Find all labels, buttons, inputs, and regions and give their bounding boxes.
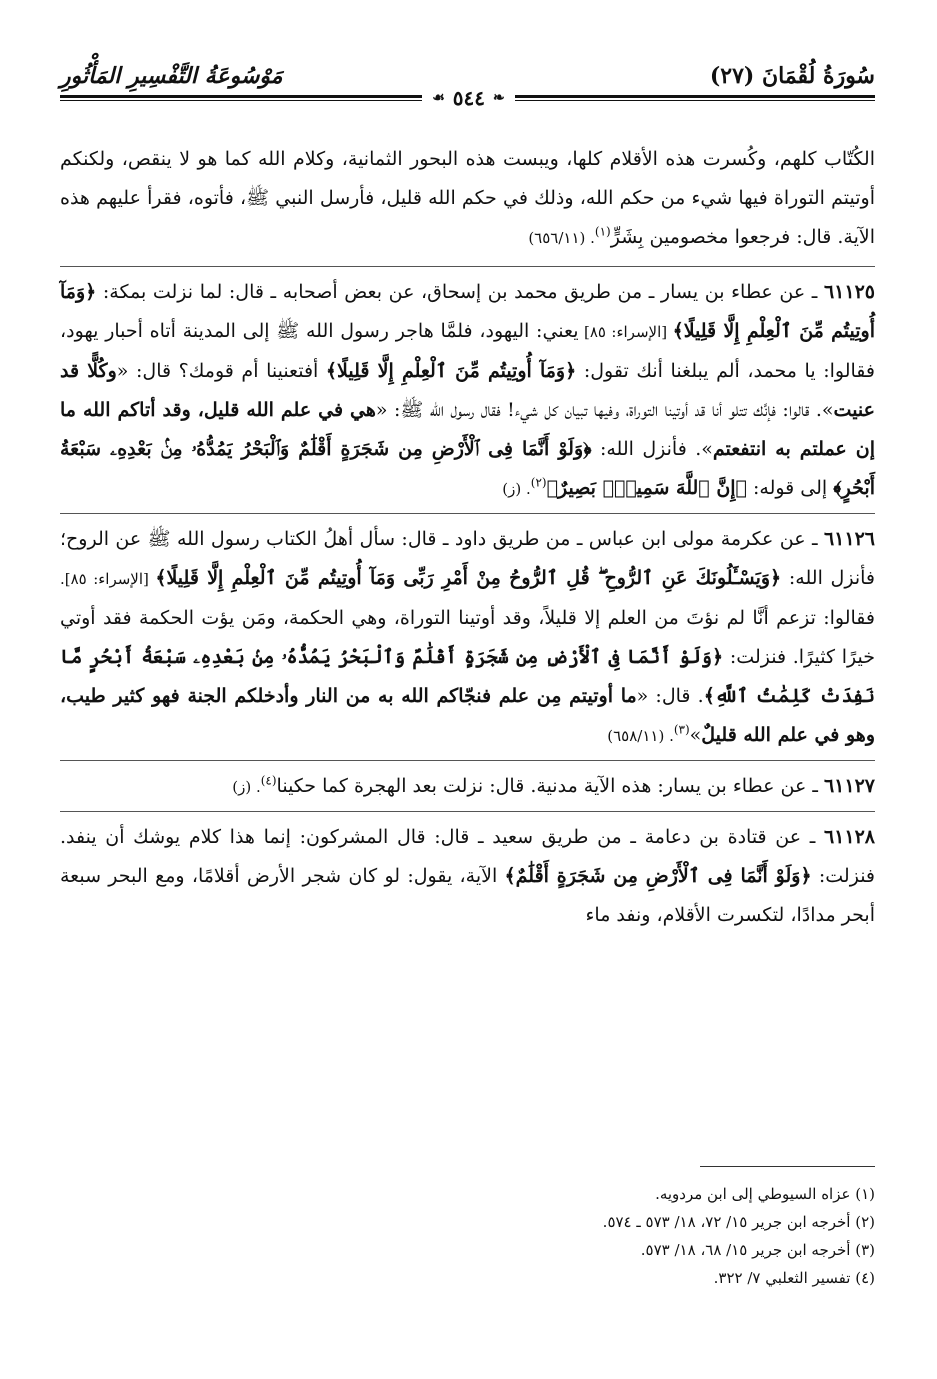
- quran-verse: ﴿وَلَوْ أَنَّمَا فِى ٱلْأَرْضِ مِن شَجَرَةٍ أَقْلَٰمٌ﴾: [504, 865, 812, 887]
- main-text: [60, 140, 875, 935]
- hadith-text: ما أوتيتم مِن علم فنجّاكم الله به من النار وأدخلكم الجنة فهو كثير طيب، وهو في علم الله قليلٌ: [60, 685, 875, 746]
- hadith-text: هي في علم الله قليل، وقد أتاكم الله ما إن عملتم به انتفعتم: [60, 399, 875, 460]
- verse-ref: [الإسراء: ٨٥].: [60, 570, 156, 588]
- source-ref: . (ز): [232, 778, 261, 796]
- quran-verse: ﴿وَمَآ أُوتِيتُم مِّنَ ٱلْعِلْمِ إِلَّا قَلِيلًا﴾: [325, 360, 577, 382]
- ornament-left-icon: ☙: [432, 90, 445, 106]
- narration-61125: [60, 273, 875, 509]
- source-ref: . (ز): [502, 480, 531, 498]
- footnote-3: (٣) أخرجه ابن جرير ١٥/ ٦٨، ١٨/ ٥٧٣.: [640, 1241, 875, 1259]
- footnotes: [60, 1180, 875, 1292]
- footnote-marker: (٣): [673, 722, 690, 737]
- footnote-rule: [700, 1166, 875, 1167]
- narration-number: ٦١١٢٨: [823, 826, 875, 848]
- text: ـ عن عطاء بن يسار ـ من طريق محمد بن إسحاق، عن بعض أصحابه ـ قال: لما نزلت بمكة:: [96, 281, 824, 303]
- intro-paragraph: [60, 140, 875, 258]
- text: »: [689, 724, 702, 746]
- quran-verse: ﴿وَلَوْ أَنَّمَا فِى ٱلْأَرْضِ مِن شَجَرَةٍ أَقْلَٰمٌ وَٱلْبَحْرُ يَمُدُّهُۥ مِنۢ بَعْدِهِۦ سَبْعَةُ أَبْحُرٍ مَّا نَفِدَتْ كَلِمَٰتُ ٱللَّهِ﴾: [60, 646, 875, 707]
- text: يعني: اليهود، فلمَّا هاجر رسول الله ﷺ إلى المدينة أتاه أحبار يهود، فقالوا: يا محمد، ألم يبلغنا أنك تقول:: [60, 320, 875, 382]
- verse-ref: [الإسراء: ٨٥]: [578, 323, 673, 341]
- ornament-right-icon: ❧: [493, 90, 505, 106]
- quran-verse: ﴿وَلَوْ أَنَّمَا فِى ٱلْأَرْضِ مِن شَجَرَةٍ أَقْلَٰمٌ وَٱلْبَحْرُ يَمُدُّهُۥ مِنۢ بَعْدِهِۦ سَبْعَةُ أَبْحُرٍ﴾: [60, 438, 875, 499]
- footnote-marker: (٤): [260, 773, 277, 788]
- footnote-4: (٤) تفسير الثعلبي ٧/ ٣٢٢.: [713, 1269, 875, 1287]
- surah-name: سُورَةُ لُقْمَانَ (٢٧): [709, 63, 875, 89]
- source-ref: . (٦٥٦/١١): [528, 229, 595, 247]
- source-ref: . (٦٥٨/١١): [607, 727, 674, 745]
- footnote-1: (١) عزاه السيوطي إلى ابن مردويه.: [655, 1185, 875, 1203]
- text: . قال: «: [636, 685, 704, 707]
- text: أفتعنينا أم قومك؟ قال: «: [116, 360, 326, 382]
- paragraph-separator: [60, 266, 875, 267]
- book-title: مَوْسُوعَةُ التَّفْسِيرِ المَأْثُورِ: [60, 63, 283, 89]
- text: إلى قوله:: [746, 477, 834, 499]
- narration-number: ٦١١٢٥: [823, 281, 875, 303]
- narration-number: ٦١١٢٧: [823, 775, 875, 797]
- quran-verse: ﴿وَيَسْـَٔلُونَكَ عَنِ ٱلرُّوحِ ۖ قُلِ ٱلرُّوحُ مِنْ أَمْرِ رَبِّى وَمَآ أُوتِيتُم مِّنَ ٱلْعِلْمِ إِلَّا قَلِيلًا﴾: [155, 567, 782, 589]
- intro-text: الكُتّاب كلهم، وكُسرت هذه الأقلام كلها، ويبست هذه البحور الثمانية، وكلام الله كما هو لا ينقص، ولكنكم أوتيتم التوراة فيها شيء من حكم الله، وذلك في حكم الله قليل، فأرسل النبي ﷺ، فأتوه، فقرأ عليهم هذه الآية. قال: فرجعوا مخصومين بِشَرٍّ: [60, 148, 875, 248]
- text: ـ عن عطاء بن يسار: هذه الآية مدنية. قال: نزلت بعد الهجرة كما حكينا: [276, 775, 824, 797]
- text: ـ عن عكرمة مولى ابن عباس ـ من طريق داود ـ قال: سأل أهلُ الكتاب رسول الله ﷺ عن الروح؛ فأنزل الله:: [60, 528, 876, 589]
- quran-verse: ﴿إِنَّ ٱللَّهَ سَمِيعٌۢ بَصِيرٌ﴾: [546, 477, 747, 499]
- narration-number: ٦١١٢٦: [823, 528, 875, 550]
- quran-verse: ﴿وَمَآ أُوتِيتُم مِّنَ ٱلْعِلْمِ إِلَّا قَلِيلًا﴾: [60, 281, 876, 342]
- text: ». فأنزل الله:: [591, 438, 713, 460]
- footnote-marker: (١): [594, 224, 611, 239]
- text: ». قالوا: فإنَّك تتلو أنا قد أوتينا التوراة، وفيها تبيان كل شيء! فقال رسول الله ﷺ: «: [375, 399, 834, 421]
- page-number-wrap: [0, 86, 937, 110]
- paragraph-separator: [60, 760, 875, 761]
- text: الآية، يقول: لو كان شجر الأرض أقلامًا، ومع البحر سبعة أبحر مدادًا، لتكسرت الأقلام، ونفد ماء: [60, 865, 875, 926]
- text: ـ عن قتادة بن دعامة ـ من طريق سعيد ـ قال: قال المشركون: إنما هذا كلام يوشك أن ينفد. فنزلت:: [60, 826, 876, 887]
- paragraph-separator: [60, 513, 875, 514]
- footnote-marker: (٢): [530, 475, 547, 490]
- narration-61128: [60, 818, 875, 935]
- footnote-2: (٢) أخرجه ابن جرير ١٥/ ٧٢، ١٨/ ٥٧٣ ـ ٥٧٤.: [602, 1213, 875, 1231]
- page-number-box: [422, 86, 515, 110]
- page-number: ٥٤٤: [452, 86, 486, 110]
- text: فقالوا: تزعم أنَّا لم نؤتَ من العلم إلا قليلاً، وقد أوتينا التوراة، وهي الحكمة، ومَن يؤت الحكمة فقد أوتي خيرًا كثيرًا. فنزلت:: [60, 607, 875, 668]
- narration-61126: [60, 520, 875, 756]
- narration-61127: [60, 767, 875, 807]
- hadith-text: وكُلًّا قد عنيت: [60, 360, 875, 421]
- paragraph-separator: [60, 811, 875, 812]
